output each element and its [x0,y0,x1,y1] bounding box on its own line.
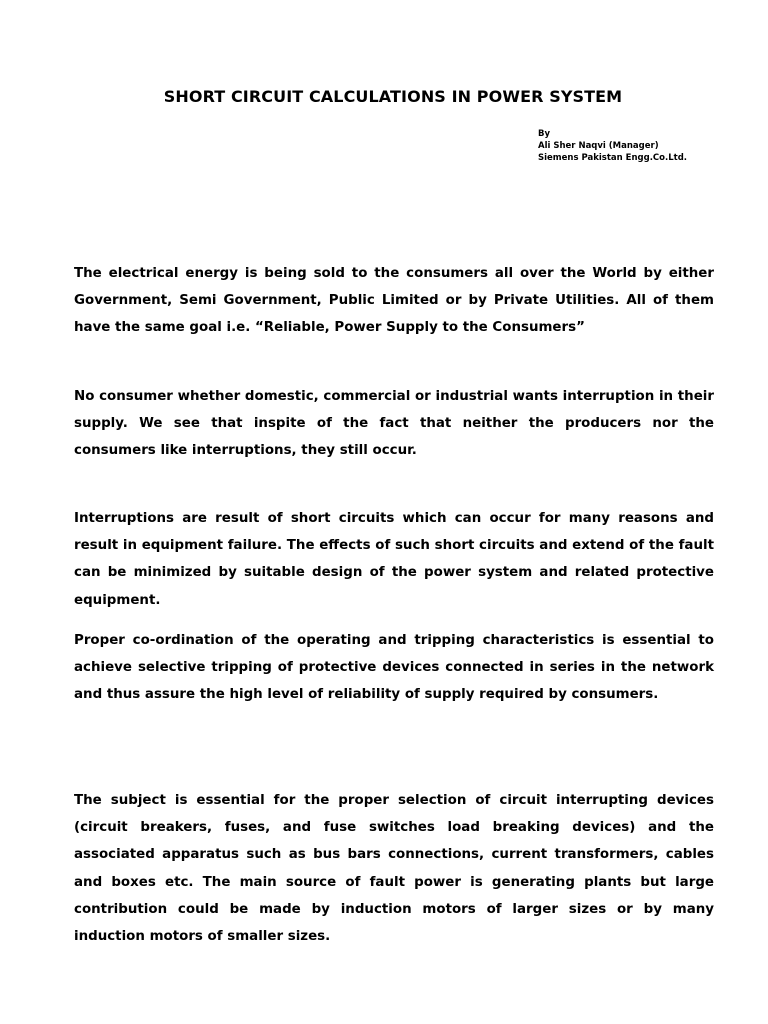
paragraph: Interruptions are result of short circuits which can occur for many reasons and result in equipment failure. The effects of such short circuits and extend of the fault can be minimized by suitable design of the power system and related protective equipment. [74,511,714,608]
paragraph: No consumer whether domestic, commercial or industrial wants interruption in their supply. We see that inspite of the fact that neither the producers nor the consumers like interruptions, they still occur. [74,389,714,459]
byline [538,128,687,164]
byline-company: Siemens Pakistan Engg.Co.Ltd. [538,153,688,163]
paragraph: The electrical energy is being sold to the consumers all over the World by either Government, Semi Government, Public Limited or by Private Utilities. All of them have the same goal i.e. “Reliable, Power Supply to the Consumers” [74,266,714,336]
paragraph: Proper co-ordination of the operating and tripping characteristics is essential to achieve selective tripping of protective devices connected in series in the network and thus assure the high level of reliability of supply required by consumers. [74,633,714,703]
byline-author: Ali Sher Naqvi (Manager) [538,141,659,151]
document-title: SHORT CIRCUIT CALCULATIONS IN POWER SYSTEM [163,87,623,106]
byline-by: By [538,129,551,139]
paragraph: The subject is essential for the proper selection of circuit interrupting devices (circuit breakers, fuses, and fuse switches load breaking devices) and the associated apparatus such as bus bars connections, current transformers, cables and boxes etc. The main source of fault power is generating plants but large contribution could be made by induction motors of larger sizes or by many induction motors of smaller sizes. [74,793,714,945]
